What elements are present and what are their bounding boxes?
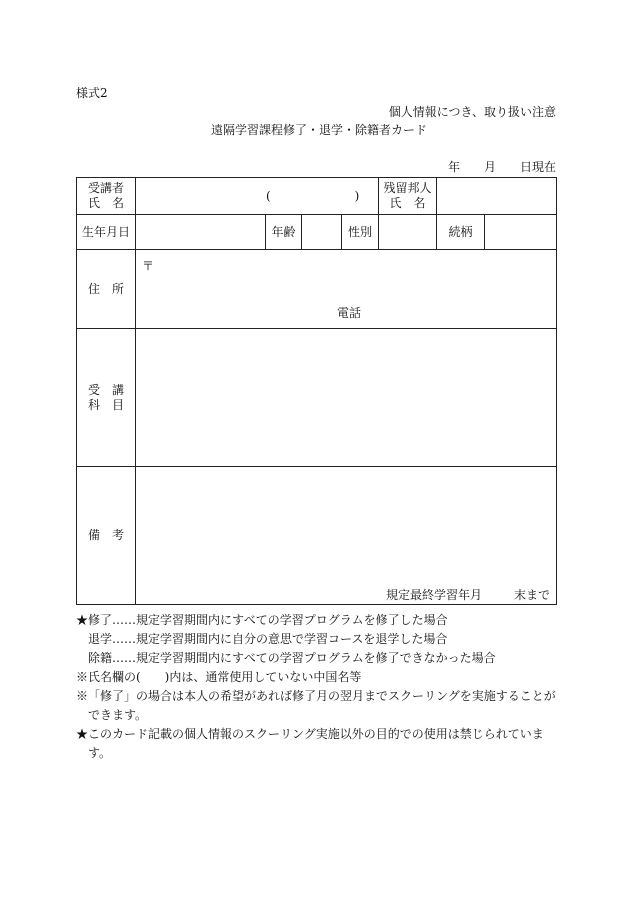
name-row <box>77 178 557 215</box>
caution-note: 個人情報につき、取り扱い注意 <box>388 105 556 119</box>
remaining-name-field[interactable] <box>437 178 557 215</box>
postal-mark: 〒 <box>142 259 155 273</box>
birthdate-label: 生年月日 <box>77 215 136 250</box>
note-expulsion: 除籍……規定学習期間内にすべての学習プログラムを修了できなかった場合 <box>88 651 496 665</box>
page-title: 遠隔学習課程修了・退学・除籍者カード <box>211 123 428 137</box>
date-line: 年 月 日現在 <box>447 160 556 174</box>
note-withdrawal: 退学……規定学習期間内に自分の意思で学習コースを退学した場合 <box>88 632 448 646</box>
subjects-row <box>77 329 557 467</box>
birth-row <box>77 215 557 250</box>
subjects-field[interactable] <box>136 329 557 467</box>
note-completion: ★修了……規定学習期間内にすべての学習プログラムを修了した場合 <box>76 613 448 627</box>
remarks-label: 備 考 <box>77 467 136 605</box>
subjects-label: 受 講 科 目 <box>77 329 136 467</box>
note-privacy-cont: す。 <box>88 746 112 760</box>
note-name-field: ※氏名欄の( )内は、通常使用していない中国名等 <box>76 670 362 684</box>
relation-field[interactable] <box>485 215 557 250</box>
age-label: 年齢 <box>266 215 302 250</box>
record-form-table <box>76 177 557 605</box>
remarks-field[interactable] <box>136 467 557 605</box>
note-schooling: ※「修了」の場合は本人の希望があれば修了月の翌月までスクーリングを実施することが <box>76 689 556 703</box>
remaining-name-label: 残留邦人 氏 名 <box>379 178 437 215</box>
sex-field[interactable] <box>379 215 437 250</box>
phone-label: 電話 <box>337 306 362 320</box>
relation-label: 続柄 <box>437 215 485 250</box>
note-schooling-cont: できます。 <box>88 708 148 722</box>
sex-label: 性別 <box>342 215 379 250</box>
address-row <box>77 250 557 329</box>
until-end-label: 末まで <box>513 588 550 602</box>
form-number: 様式2 <box>76 86 108 100</box>
address-field[interactable] <box>136 250 557 329</box>
last-study-label: 規定最終学習年月 <box>386 588 483 602</box>
footnotes <box>76 611 561 763</box>
note-privacy: ★このカード記載の個人情報のスクーリング実施以外の目的での使用は禁じられていま <box>76 727 544 741</box>
name-parentheses: ( ) <box>266 189 360 203</box>
age-field[interactable] <box>302 215 342 250</box>
trainee-name-label: 受講者 氏 名 <box>77 178 136 215</box>
address-label: 住 所 <box>77 250 136 329</box>
trainee-name-field[interactable] <box>136 178 379 215</box>
birthdate-field[interactable] <box>136 215 266 250</box>
remarks-row <box>77 467 557 605</box>
